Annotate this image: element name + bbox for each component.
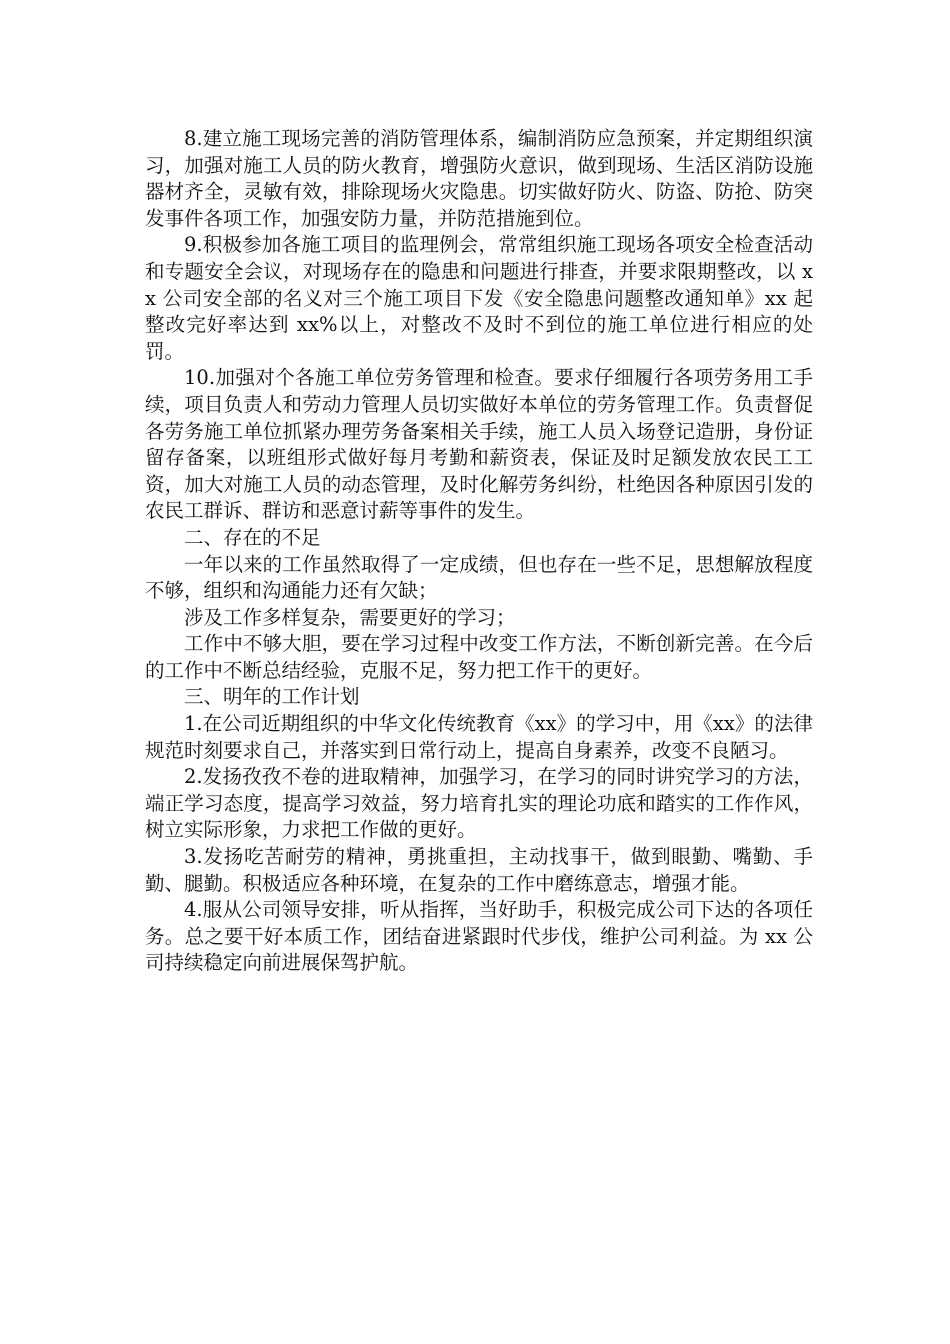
paragraph-item-8: 8.建立施工现场完善的消防管理体系，编制消防应急预案，并定期组织演习，加强对施工人员的防火教育，增强防火意识，做到现场、生活区消防设施器材齐全，灵敏有效，排除现场火灾隐患。切实做好防火、防盗、防抢、防突发事件各项工作，加强安防力量，并防范措施到位。	[145, 127, 813, 230]
paragraph-item-10: 10.加强对个各施工单位劳务管理和检查。要求仔细履行各项劳务用工手续，项目负责人和劳动力管理人员切实做好本单位的劳务管理工作。负责督促各劳务施工单位抓紧办理劳务备案相关手续，施工人员入场登记造册，身份证留存备案，以班组形式做好每月考勤和薪资表，保证及时足额发放农民工工资，加大对施工人员的动态管理，及时化解劳务纠纷，杜绝因各种原因引发的农民工群诉、群访和恶意讨薪等事件的发生。	[145, 366, 813, 523]
paragraph-shortcomings-3: 工作中不够大胆，要在学习过程中改变工作方法，不断创新完善。在今后的工作中不断总结经验，克服不足，努力把工作干的更好。	[145, 632, 813, 682]
paragraph-plan-1: 1.在公司近期组织的中华文化传统教育《xx》的学习中，用《xx》的法律规范时刻要求自己，并落实到日常行动上，提高自身素养，改变不良陋习。	[145, 712, 813, 762]
paragraph-plan-2: 2.发扬孜孜不卷的进取精神，加强学习，在学习的同时讲究学习的方法，端正学习态度，提高学习效益，努力培育扎实的理论功底和踏实的工作作风，树立实际形象，力求把工作做的更好。	[145, 765, 813, 842]
paragraph-item-9: 9.积极参加各施工项目的监理例会，常常组织施工现场各项安全检查活动和专题安全会议，对现场存在的隐患和问题进行排查，并要求限期整改，以 xx 公司安全部的名义对三个施工项目下发《安全隐患问题整改通知单》xx 起整改完好率达到 xx%以上，对整改不及时不到位的施工单位进行相应的处罚。	[145, 233, 813, 363]
section-heading-shortcomings: 二、存在的不足	[184, 525, 321, 549]
section-heading-next-year-plan: 三、明年的工作计划	[184, 685, 360, 709]
paragraph-shortcomings-1: 一年以来的工作虽然取得了一定成绩，但也存在一些不足，思想解放程度不够，组织和沟通能力还有欠缺；	[145, 552, 813, 603]
paragraph-plan-3: 3.发扬吃苦耐劳的精神，勇挑重担，主动找事干，做到眼勤、嘴勤、手勤、腿勤。积极适应各种环境，在复杂的工作中磨练意志，增强才能。	[145, 845, 813, 895]
paragraph-plan-4: 4.服从公司领导安排，听从指挥，当好助手，积极完成公司下达的各项任务。总之要干好本质工作，团结奋进紧跟时代步伐，维护公司利益。为 xx 公司持续稳定向前进展保驾护航。	[145, 898, 813, 975]
document-page	[145, 126, 813, 977]
paragraph-shortcomings-2: 涉及工作多样复杂，需要更好的学习；	[184, 605, 516, 629]
